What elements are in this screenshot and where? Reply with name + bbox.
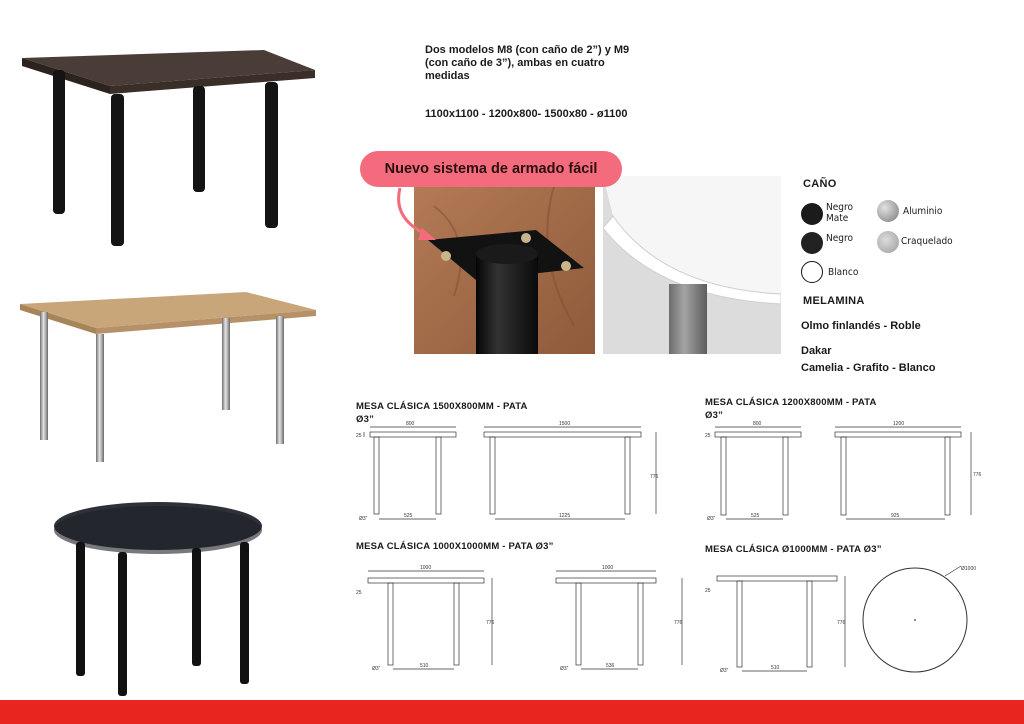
d4-leg: Ø3” [720, 668, 729, 674]
d1-w-side: 800 [406, 421, 415, 427]
d2-leg: Ø3” [707, 516, 716, 522]
d4-h: 776 [837, 620, 846, 626]
swatch-label-aluminio: Aluminio [903, 206, 943, 217]
d3-leg: Ø3” [372, 666, 381, 672]
swatch-blanco[interactable] [801, 261, 823, 283]
melamina-title: MELAMINA [803, 295, 865, 307]
d1-top: 25 [356, 433, 362, 439]
swatch-negro[interactable] [801, 232, 823, 254]
cano-title: CAÑO [803, 178, 837, 190]
swatch-craquelado[interactable] [877, 231, 899, 253]
melamina-line-3: Camelia - Grafito - Blanco [801, 362, 936, 374]
drawing-1-title: MESA CLÁSICA 1500X800MM - PATA Ø3” [356, 401, 528, 425]
swatch-label-craquelado: Craquelado [901, 236, 953, 247]
d1-dim-side: 525 [404, 513, 413, 519]
melamina-line-1: Olmo finlandés - Roble [801, 320, 921, 332]
d1-leg: Ø3” [359, 516, 368, 522]
d4-diam: Ø1000 [961, 566, 977, 572]
d3-dim-side: 510 [420, 663, 429, 669]
d1-dim-front: 1225 [559, 513, 571, 519]
photo-white-top-detail [603, 176, 781, 354]
d2-w-front: 1200 [893, 421, 905, 427]
drawing-2-title: MESA CLÁSICA 1200X800MM - PATA Ø3” [705, 397, 877, 421]
d3-w-front: 1000 [602, 565, 614, 571]
photo-table-round-black [40, 500, 280, 700]
intro-line-1: Dos modelos M8 (con caño de 2”) y M9 [425, 44, 630, 56]
drawing-1000x1000 [356, 558, 696, 673]
swatch-label-negro-mate: Negro Mate [826, 202, 853, 224]
d2-dim-side: 525 [751, 513, 760, 519]
d3-top: 25 [356, 590, 362, 596]
swatch-label-negro: Negro [826, 233, 853, 244]
d1-w-front: 1500 [559, 421, 571, 427]
drawing-4-title: MESA CLÁSICA Ø1000MM - PATA Ø3” [705, 544, 882, 555]
photo-table-square-walnut [18, 48, 318, 252]
d2-w-side: 800 [753, 421, 762, 427]
d3-h: 776 [486, 620, 495, 626]
d3-dim-front: 536 [606, 663, 615, 669]
intro-line-2: (con caño de 3”), ambas en cuatro [425, 57, 605, 69]
easy-assembly-badge: Nuevo sistema de armado fácil [360, 151, 622, 187]
drawing-1500x800 [356, 418, 666, 528]
photo-table-rect-oak [18, 290, 318, 468]
drawing-3-title: MESA CLÁSICA 1000X1000MM - PATA Ø3” [356, 541, 554, 552]
drawing-round-1000 [705, 560, 985, 675]
melamina-line-2: Dakar [801, 345, 832, 357]
swatch-aluminio[interactable] [877, 200, 899, 222]
d2-dim-front: 925 [891, 513, 900, 519]
swatch-negro-mate[interactable] [801, 203, 823, 225]
d2-top: 25 [705, 433, 711, 439]
intro-line-3: medidas [425, 70, 470, 82]
d1-h: 776 [650, 474, 659, 480]
d3-w-side: 1000 [420, 565, 432, 571]
badge-arrow-icon [392, 186, 442, 244]
d4-top: 25 [705, 588, 711, 594]
intro-text [425, 44, 650, 83]
d3-leg-front: Ø3” [560, 666, 569, 672]
d4-dim: 510 [771, 665, 780, 671]
swatch-label-blanco: Blanco [828, 267, 859, 278]
sizes-list: 1100x1100 - 1200x800- 1500x80 - ø1100 [425, 108, 628, 120]
d3-h-front: 776 [674, 620, 683, 626]
drawing-1200x800 [705, 418, 985, 528]
footer-red-bar [0, 700, 1024, 724]
d2-h: 776 [973, 472, 982, 478]
